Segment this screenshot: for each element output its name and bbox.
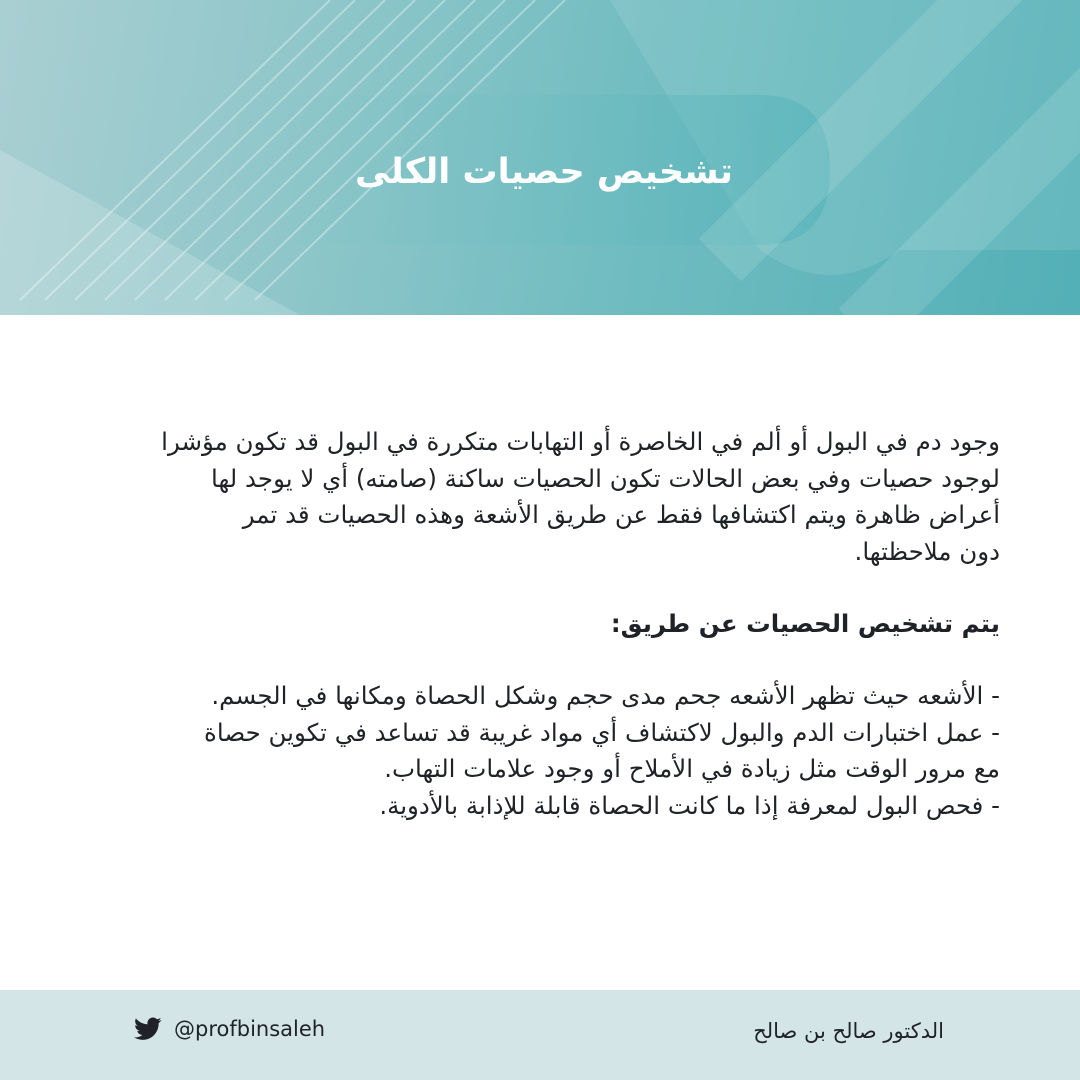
list-item: - عمل اختبارات الدم والبول لاكتشاف أي مواد غريبة قد تساعد في تكوين حصاة: [204, 717, 1000, 747]
intro-line: وجود دم في البول أو ألم في الخاصرة أو التهابات متكررة في البول قد تكون مؤشرا: [161, 427, 1000, 456]
author-name: الدكتور صالح بن صالح: [753, 1019, 944, 1043]
twitter-icon: [134, 1017, 162, 1041]
diagnosis-methods-list: [100, 678, 1000, 824]
intro-line: لوجود حصيات وفي بعض الحالات تكون الحصيات ساكنة (صامته) أي لا يوجد لها: [211, 463, 1000, 493]
header-banner: [0, 0, 1080, 315]
footer-bar: [0, 990, 1080, 1080]
intro-line: أعراض ظاهرة ويتم اكتشافها فقط عن طريق الأشعة وهذه الحصيات قد تمر: [242, 500, 1000, 529]
twitter-handle: @profbinsaleh: [174, 1017, 326, 1041]
diagnosis-heading: يتم تشخيص الحصيات عن طريق:: [610, 609, 1000, 638]
page-title: تشخيص حصيات الكلى: [355, 152, 733, 192]
list-item: مع مرور الوقت مثل زيادة في الأملاح أو وجود علامات التهاب.: [384, 754, 1000, 783]
intro-line: دون ملاحظتها.: [854, 536, 1000, 566]
list-item: - الأشعه حيث تظهر الأشعه جحم مدى حجم وشكل الحصاة ومكانها في الجسم.: [211, 681, 1000, 710]
twitter-handle-link[interactable]: [134, 1012, 325, 1046]
list-item: - فحص البول لمعرفة إذا ما كانت الحصاة قابلة للإذابة بالأدوية.: [379, 790, 1000, 820]
intro-paragraph: [100, 424, 1000, 570]
